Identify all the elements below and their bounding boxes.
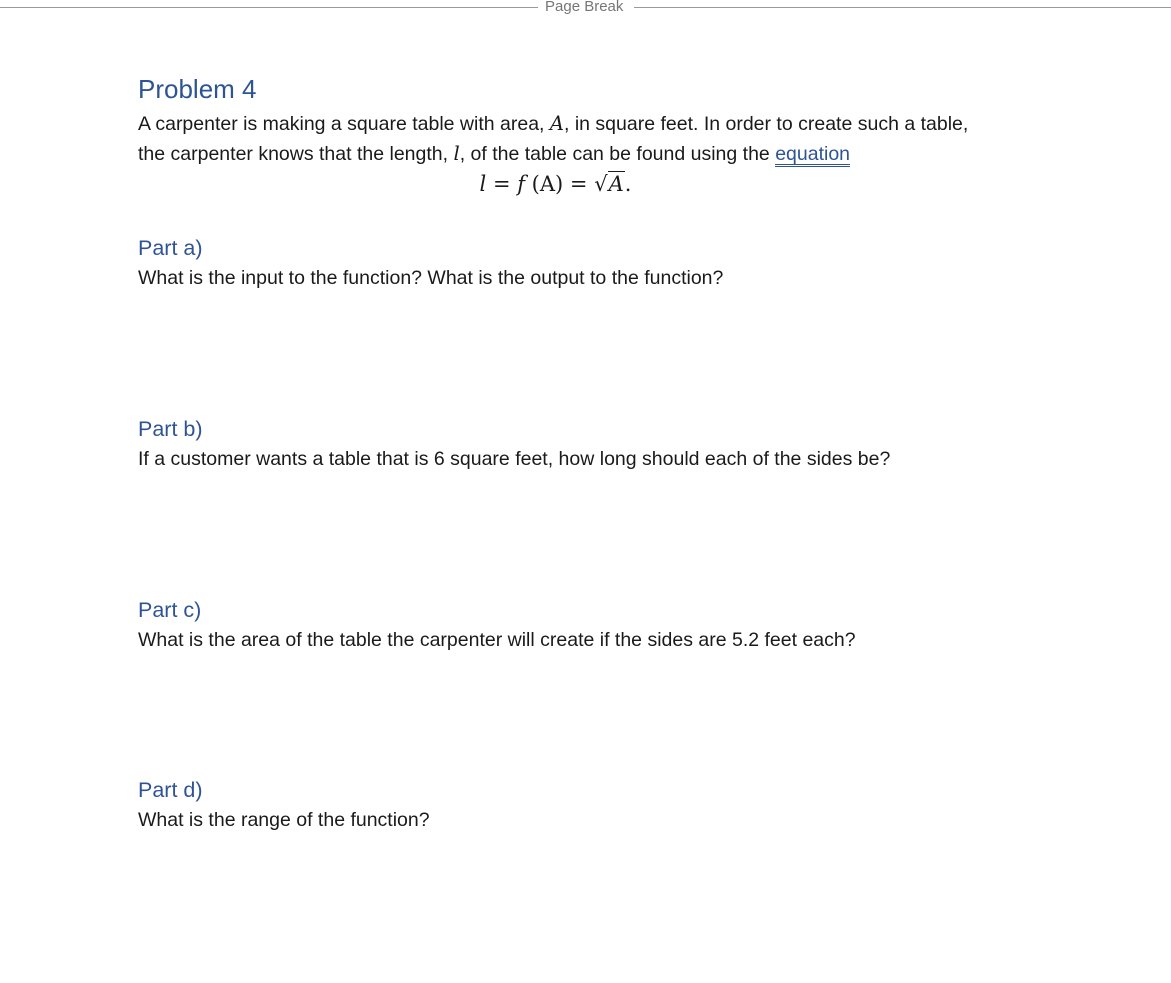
eq-func: f xyxy=(517,172,525,196)
var-area: A xyxy=(549,112,564,135)
problem-title: Problem 4 xyxy=(138,74,257,104)
page-break-line-left xyxy=(0,7,538,8)
part-c-title: Part c) xyxy=(138,598,202,622)
part-a-title: Part a) xyxy=(138,236,203,260)
eq-end: . xyxy=(624,172,632,196)
problem-text-2: , in square feet. In order to create such a table, the carpenter knows that the length, xyxy=(138,113,969,165)
part-d-question: What is the range of the function? xyxy=(138,809,430,831)
eq-arg: (A) xyxy=(525,172,570,196)
eq-equals-1: = xyxy=(486,172,518,196)
eq-lhs: l xyxy=(479,172,487,196)
page-break-line-right xyxy=(634,7,1171,8)
equation-word[interactable]: equation xyxy=(775,143,851,165)
part-b-title: Part b) xyxy=(138,417,203,441)
part-d xyxy=(138,775,430,835)
part-d-title: Part d) xyxy=(138,778,203,802)
part-a xyxy=(138,233,723,293)
part-b xyxy=(138,414,890,474)
part-a-question: What is the input to the function? What is the output to the function? xyxy=(138,267,724,289)
part-c xyxy=(138,595,856,655)
eq-equals-2: = xyxy=(569,172,595,196)
part-b-question: If a customer wants a table that is 6 square feet, how long should each of the sides be? xyxy=(138,448,891,470)
eq-radicand: A xyxy=(608,172,624,196)
problem-statement xyxy=(138,109,983,169)
part-c-question: What is the area of the table the carpenter will create if the sides are 5.2 feet each? xyxy=(138,629,856,651)
problem-text-1: A carpenter is making a square table with area, xyxy=(138,113,550,135)
eq-sqrt xyxy=(594,169,625,199)
problem-section xyxy=(138,72,983,199)
equation[interactable] xyxy=(138,169,983,199)
page-break-label: Page Break xyxy=(545,0,624,15)
var-length: l xyxy=(453,142,460,165)
problem-text-3: , of the table can be found using the xyxy=(459,143,776,165)
radical-sign: √ xyxy=(594,172,608,196)
page-break xyxy=(0,0,1171,16)
